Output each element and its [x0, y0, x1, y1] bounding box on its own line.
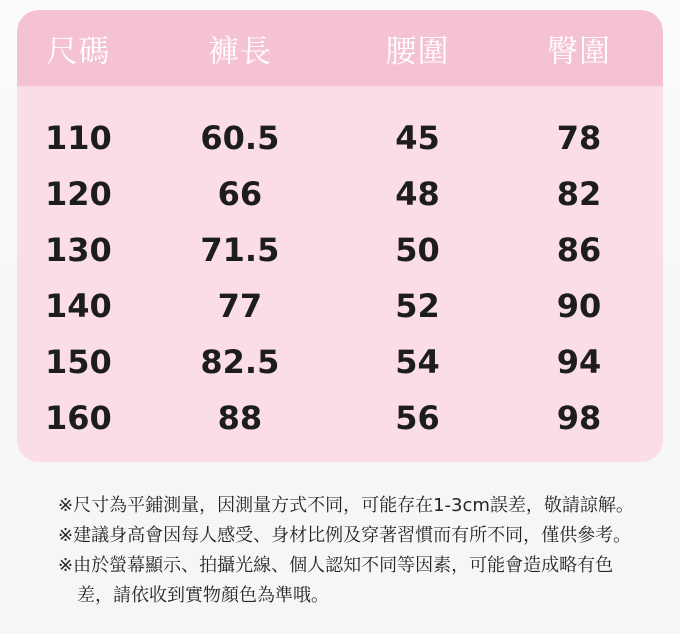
cell-waist: 52 [340, 278, 495, 334]
cell-waist: 50 [340, 222, 495, 278]
cell-hip: 86 [495, 222, 663, 278]
cell-waist: 54 [340, 334, 495, 390]
cell-hip: 90 [495, 278, 663, 334]
cell-hip: 98 [495, 390, 663, 462]
cell-hip: 94 [495, 334, 663, 390]
table-row [17, 278, 663, 334]
cell-size: 110 [17, 86, 140, 166]
cell-size: 140 [17, 278, 140, 334]
note-color-difference: ※由於螢幕顯示、拍攝光線、個人認知不同等因素，可能會造成略有色差，請依收到實物顏色為準哦。 [58, 555, 614, 606]
cell-size: 120 [17, 166, 140, 222]
disclaimer-notes [58, 491, 640, 611]
table-row [17, 86, 663, 166]
header-cell-pants-length: 褲長 [140, 10, 340, 86]
cell-pants-length: 77 [140, 278, 340, 334]
cell-waist: 48 [340, 166, 495, 222]
table-row [17, 334, 663, 390]
note-height-recommendation: ※建議身高會因每人感受、身材比例及穿著習慣而有所不同，僅供參考。 [58, 525, 632, 546]
cell-size: 130 [17, 222, 140, 278]
cell-hip: 82 [495, 166, 663, 222]
header-cell-size: 尺碼 [17, 10, 140, 86]
cell-waist: 45 [340, 86, 495, 166]
table-row [17, 390, 663, 462]
size-chart-body [17, 86, 663, 462]
header-row [17, 10, 663, 86]
table-row [17, 166, 663, 222]
table-row [17, 222, 663, 278]
header-cell-waist: 腰圍 [340, 10, 495, 86]
cell-pants-length: 88 [140, 390, 340, 462]
cell-size: 160 [17, 390, 140, 462]
cell-pants-length: 66 [140, 166, 340, 222]
header-cell-hip: 臀圍 [495, 10, 663, 86]
size-chart-header [17, 10, 663, 86]
cell-pants-length: 60.5 [140, 86, 340, 166]
cell-pants-length: 71.5 [140, 222, 340, 278]
cell-size: 150 [17, 334, 140, 390]
size-chart-table [17, 10, 663, 462]
cell-hip: 78 [495, 86, 663, 166]
note-measurement-tolerance: ※尺寸為平鋪測量，因測量方式不同，可能存在1-3cm誤差，敬請諒解。 [58, 495, 634, 516]
cell-waist: 56 [340, 390, 495, 462]
cell-pants-length: 82.5 [140, 334, 340, 390]
